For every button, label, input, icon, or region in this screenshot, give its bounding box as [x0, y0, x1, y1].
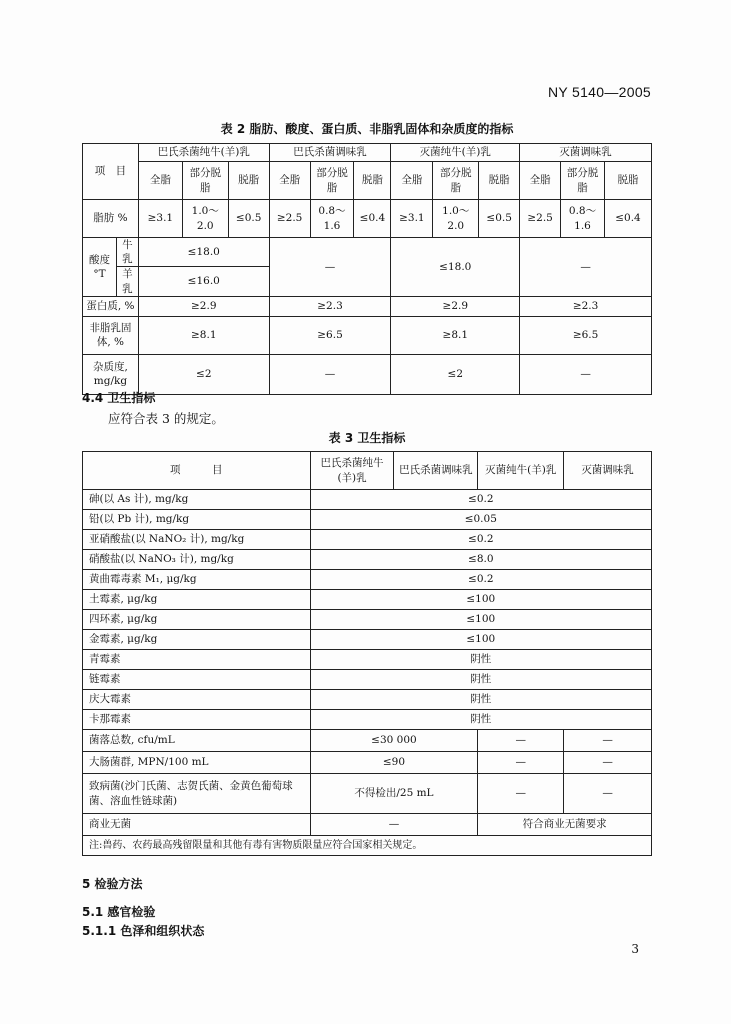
cell: 阴性 [310, 650, 651, 670]
cell: ≥3.1 [138, 200, 182, 238]
col-header: 巴氏杀菌调味乳 [394, 452, 478, 490]
cell: ≤90 [310, 752, 478, 774]
cell: 0.8～1.6 [561, 200, 605, 238]
sub-header: 部分脱脂 [182, 162, 228, 200]
cell: ≤0.5 [479, 200, 520, 238]
col-header: 灭菌调味乳 [564, 452, 652, 490]
group-header: 灭菌调味乳 [520, 144, 652, 162]
item-header: 项 目 [83, 452, 311, 490]
group-header: 巴氏杀菌调味乳 [269, 144, 391, 162]
row-label: 菌落总数, cfu/mL [83, 730, 311, 752]
table-note: 注:兽药、农药最高残留限量和其他有毒有害物质限量应符合国家相关规定。 [83, 836, 652, 856]
row-label: 商业无菌 [83, 814, 311, 836]
section-4-4-heading: 4.4 卫生指标 [82, 391, 156, 405]
protein-label: 蛋白质, % [83, 296, 139, 316]
cell: ≤0.05 [310, 510, 651, 530]
cell: ≤0.5 [228, 200, 269, 238]
cell: 1.0～2.0 [433, 200, 479, 238]
cell: ≤0.4 [604, 200, 651, 238]
cell: ≤0.2 [310, 530, 651, 550]
cell: ≤18.0 [391, 238, 520, 297]
cell: ≤0.4 [354, 200, 391, 238]
snf-label: 非脂乳固体, % [83, 316, 139, 354]
table2 [82, 143, 652, 395]
sub-header: 脱脂 [479, 162, 520, 200]
section-5-heading: 5 检验方法 [82, 877, 143, 891]
cell: ≤100 [310, 610, 651, 630]
cow-label: 牛乳 [116, 238, 138, 267]
cell: — [269, 238, 391, 297]
row-label: 亚硝酸盐(以 NaNO₂ 计), mg/kg [83, 530, 311, 550]
row-label: 庆大霉素 [83, 690, 311, 710]
cell: ≥3.1 [391, 200, 433, 238]
cell: 符合商业无菌要求 [478, 814, 652, 836]
cell: — [478, 752, 564, 774]
row-label: 砷(以 As 计), mg/kg [83, 490, 311, 510]
row-label: 致病菌(沙门氏菌、志贺氏菌、金黄色葡萄球菌、溶血性链球菌) [83, 774, 311, 814]
row-label: 黄曲霉毒素 M₁, μg/kg [83, 570, 311, 590]
cell: ≥8.1 [391, 316, 520, 354]
item-header: 项 目 [83, 144, 139, 200]
cell: ≥6.5 [520, 316, 652, 354]
group-header: 灭菌纯牛(羊)乳 [391, 144, 520, 162]
row-label: 卡那霉素 [83, 710, 311, 730]
row-label: 青霉素 [83, 650, 311, 670]
sub-header: 部分脱脂 [310, 162, 354, 200]
cell: ≤0.2 [310, 490, 651, 510]
table3 [82, 451, 652, 856]
cell: — [478, 774, 564, 814]
row-label: 四环素, μg/kg [83, 610, 311, 630]
cell: ≥8.1 [138, 316, 269, 354]
cell: — [478, 730, 564, 752]
cell: — [269, 354, 391, 394]
fat-label: 脂肪 % [83, 200, 139, 238]
cell: ≤100 [310, 590, 651, 610]
sub-header: 全脂 [391, 162, 433, 200]
cell: 阴性 [310, 710, 651, 730]
cell: ≤0.2 [310, 570, 651, 590]
row-label: 大肠菌群, MPN/100 mL [83, 752, 311, 774]
group-header: 巴氏杀菌纯牛(羊)乳 [138, 144, 269, 162]
cell: — [520, 354, 652, 394]
cell: ≤8.0 [310, 550, 651, 570]
sub-header: 全脂 [269, 162, 310, 200]
col-header: 巴氏杀菌纯牛(羊)乳 [310, 452, 394, 490]
cell: ≥2.3 [269, 296, 391, 316]
cell: — [564, 752, 652, 774]
sub-header: 脱脂 [354, 162, 391, 200]
standard-number: NY 5140—2005 [548, 84, 651, 100]
row-label: 金霉素, μg/kg [83, 630, 311, 650]
table3-caption: 表 3 卫生指标 [328, 431, 406, 445]
section-5-1-heading: 5.1 感官检验 [82, 905, 156, 919]
cell: ≥2.9 [391, 296, 520, 316]
row-label: 链霉素 [83, 670, 311, 690]
cell: ≥2.5 [520, 200, 561, 238]
cell: — [564, 774, 652, 814]
row-label: 铅(以 Pb 计), mg/kg [83, 510, 311, 530]
section-4-4-text: 应符合表 3 的规定。 [108, 411, 224, 426]
cell: 不得检出/25 mL [310, 774, 478, 814]
sub-header: 全脂 [520, 162, 561, 200]
row-label: 土霉素, μg/kg [83, 590, 311, 610]
cell: — [564, 730, 652, 752]
impurity-label: 杂质度, mg/kg [83, 354, 139, 394]
cell: — [310, 814, 478, 836]
cell: — [520, 238, 652, 297]
cell: ≤2 [138, 354, 269, 394]
col-header: 灭菌纯牛(羊)乳 [478, 452, 564, 490]
cell: 1.0～2.0 [182, 200, 228, 238]
cell: 阴性 [310, 670, 651, 690]
cell: 0.8～1.6 [310, 200, 354, 238]
goat-label: 羊乳 [116, 267, 138, 296]
row-label: 硝酸盐(以 NaNO₃ 计), mg/kg [83, 550, 311, 570]
cell: ≥2.3 [520, 296, 652, 316]
table2-caption: 表 2 脂肪、酸度、蛋白质、非脂乳固体和杂质度的指标 [220, 122, 514, 136]
cell: ≤2 [391, 354, 520, 394]
cell: ≤100 [310, 630, 651, 650]
sub-header: 脱脂 [228, 162, 269, 200]
sub-header: 部分脱脂 [433, 162, 479, 200]
section-5-1-1-heading: 5.1.1 色泽和组织状态 [82, 924, 205, 938]
sub-header: 脱脂 [604, 162, 651, 200]
acidity-label: 酸度 °T [83, 238, 117, 297]
sub-header: 部分脱脂 [561, 162, 605, 200]
cell: ≤30 000 [310, 730, 478, 752]
cell: 阴性 [310, 690, 651, 710]
cell: ≤16.0 [138, 267, 269, 296]
cell: ≥2.9 [138, 296, 269, 316]
sub-header: 全脂 [138, 162, 182, 200]
cell: ≥6.5 [269, 316, 391, 354]
cell: ≥2.5 [269, 200, 310, 238]
cell: ≤18.0 [138, 238, 269, 267]
page-number: 3 [631, 942, 639, 956]
